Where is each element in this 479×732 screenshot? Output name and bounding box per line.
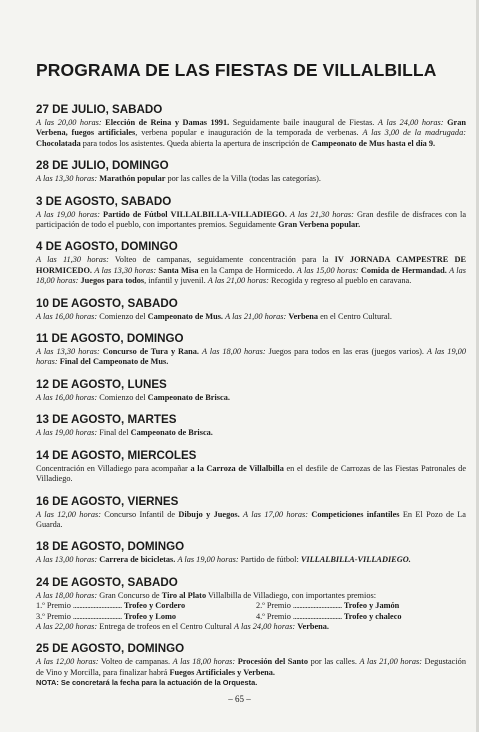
prize-leader-dots: ...............................	[292, 611, 342, 621]
day-date: 25 DE AGOSTO, DOMINGO	[36, 642, 185, 656]
day-entry	[36, 449, 466, 485]
day-description	[36, 591, 466, 601]
prize-reward: Trofeo y chaleco	[343, 611, 402, 621]
event-highlight: Campeonato de Mus.	[147, 311, 224, 321]
event-text: por las calles de la Villa (todas las categorías).	[165, 174, 321, 184]
event-text: Juegos para todos en las eras (juegos varios).	[265, 347, 427, 357]
day-entry-aug24	[36, 576, 466, 633]
day-date: 12 DE AGOSTO, LUNES	[36, 377, 167, 391]
time-label: A las 18,00 horas:	[172, 657, 236, 667]
event-highlight: Procesión del Santo	[237, 657, 309, 667]
time-label: A las 24,00 horas:	[377, 118, 444, 127]
event-text: Concentración en Villadiego para acompañar	[36, 463, 191, 473]
page-number: – 65 –	[228, 694, 251, 704]
event-highlight: Carrera de bicicletas.	[99, 555, 176, 565]
time-label: A las 24,00 horas:	[234, 621, 296, 631]
event-text: Concurso Infantil de	[100, 509, 179, 519]
day-description	[36, 210, 466, 231]
time-label: A las 21,00 horas:	[359, 657, 422, 667]
time-label: A las 3,00 de la madrugada:	[362, 128, 466, 138]
prize-item	[256, 601, 466, 611]
prize-item	[256, 612, 466, 622]
event-text: Volteo de campanas, seguidamente concentración para la	[108, 255, 335, 265]
event-text: Final del	[97, 428, 131, 438]
time-label: A las 19,00 horas:	[177, 555, 239, 565]
event-highlight: Tiro al Plato	[161, 590, 207, 600]
event-text: Gran desfile de disfraces con la participación de todo el pueblo, con importantes premios. Seguidamente	[36, 209, 467, 230]
time-label: A las 13,30 horas:	[36, 347, 100, 357]
time-label: A las 19,00 horas:	[36, 347, 466, 367]
event-text: Entrega de trofeos en el Centro Cultural	[97, 621, 235, 631]
event-highlight: Competiciones infantiles	[311, 509, 400, 519]
day-date: 18 DE AGOSTO, DOMINGO	[36, 540, 185, 554]
event-text: Seguidamente baile inaugural de Fiestas.	[229, 118, 378, 127]
day-date: 24 DE AGOSTO, SABADO	[36, 575, 178, 589]
event-highlight: Campeonato de Brisca.	[147, 392, 230, 402]
event-text: Gran Concurso de	[97, 590, 162, 600]
day-date: 16 DE AGOSTO, VIERNES	[36, 494, 179, 508]
event-highlight: Chocolatada	[36, 138, 81, 148]
day-description	[36, 393, 466, 403]
event-highlight: Elección de Reina y Damas 1991.	[105, 118, 230, 127]
day-date: 27 DE JULIO, SABADO	[36, 103, 163, 116]
prize-reward: Trofeo y Jamón	[343, 601, 400, 611]
event-highlight: Marathón popular	[99, 174, 166, 184]
event-text: por las calles.	[308, 657, 360, 667]
event-highlight: Gran Verbena popular.	[278, 220, 361, 230]
program-page	[36, 60, 466, 698]
day-entry	[36, 495, 466, 531]
event-highlight: IV JORNADA CAMPESTRE DE HORMICEDO.	[36, 255, 466, 275]
prize-place: 3.º Premio	[36, 611, 71, 621]
prize-item	[36, 612, 246, 622]
event-highlight: VILLALBILLA-VILLADIEGO.	[300, 555, 411, 565]
day-description	[36, 255, 466, 286]
day-entry	[36, 332, 466, 368]
event-highlight: Fuegos Artificiales y Verbena.	[169, 667, 275, 677]
day-description	[36, 347, 466, 368]
event-text: en la Campa de Hormicedo.	[198, 265, 297, 275]
event-text: para todos los asistentes. Queda abierta la apertura de inscripción de	[80, 138, 312, 148]
event-text: , verbena popular e inauguración de la temporada de verbenas.	[135, 128, 363, 138]
day-entry	[36, 297, 466, 322]
event-text: en el desfile de Carrozas de las Fiestas Patronales de Villadiego.	[36, 463, 467, 484]
day-date: 10 DE AGOSTO, SABADO	[36, 296, 178, 310]
time-label: A las 18,00 horas:	[201, 347, 266, 357]
time-label: A las 13,30 horas:	[94, 265, 157, 275]
prize-reward: Trofeo y Cordero	[123, 601, 186, 611]
time-label: A las 21,00 horas:	[207, 276, 269, 286]
time-label: A las 19,00 horas:	[36, 209, 100, 219]
time-label: A las 12,00 horas:	[36, 509, 101, 519]
day-entry	[36, 240, 466, 286]
day-entry	[36, 195, 466, 231]
event-text: Partido de fútbol:	[238, 555, 301, 565]
event-text: En El Pozo de La Guarda.	[36, 509, 466, 529]
prize-leader-dots: ...............................	[72, 601, 122, 611]
event-highlight: Juegos para todos	[80, 276, 145, 286]
event-highlight: Concurso de Tura y Rana.	[102, 347, 199, 357]
day-description-end	[36, 622, 466, 632]
time-label: A las 15,00 horas:	[296, 265, 359, 275]
day-description	[36, 118, 466, 149]
time-label: A las 21,00 horas:	[225, 311, 287, 321]
day-entry	[36, 159, 466, 184]
day-date: 4 DE AGOSTO, DOMINGO	[36, 240, 178, 254]
day-entry	[36, 540, 466, 565]
day-entry-aug25	[36, 642, 466, 688]
day-entry	[36, 413, 466, 438]
prize-leader-dots: ...............................	[72, 611, 122, 621]
event-highlight: Campeonato de Brisca.	[130, 428, 213, 438]
day-description	[36, 428, 466, 438]
prize-leader-dots: ...............................	[292, 601, 342, 611]
day-description	[36, 510, 466, 531]
prize-place: 4.º Premio	[256, 611, 291, 621]
time-label: A las 16,00 horas:	[36, 311, 98, 321]
time-label: A las 20,00 horas:	[36, 118, 102, 127]
time-label: A las 13,00 horas:	[36, 555, 98, 565]
event-highlight: Campeonato de Mus hasta el día 9.	[311, 138, 436, 148]
time-label: A las 13,30 horas:	[36, 174, 98, 184]
day-description	[36, 464, 466, 485]
event-text: Comienzo del	[97, 311, 148, 321]
day-description	[36, 555, 466, 565]
event-highlight: Final del Campeonato de Mus.	[59, 357, 169, 367]
prize-reward: Trofeo y Lomo	[123, 611, 177, 621]
event-text: Villalbilla de Villadiego, con importantes premios:	[206, 590, 376, 600]
event-highlight: a la Carroza de Villalbilla	[190, 463, 284, 473]
page-title: PROGRAMA DE LAS FIESTAS DE VILLALBILLA	[36, 60, 437, 80]
event-text: Degustación de Vino y Morcilla, para finalizar habrá	[36, 657, 466, 677]
note-text: NOTA: Se concretará la fecha para la actuación de la Orquesta.	[36, 678, 258, 688]
prize-item	[36, 601, 246, 611]
prize-place: 2.º Premio	[256, 601, 291, 611]
time-label: A las 18,00 horas:	[36, 590, 98, 600]
day-description	[36, 312, 466, 322]
day-date: 14 DE AGOSTO, MIERCOLES	[36, 448, 197, 462]
event-highlight: Dibujo y Juegos.	[178, 509, 240, 519]
event-text: Comienzo del	[97, 392, 148, 402]
event-text: en el Centro Cultural.	[318, 311, 392, 321]
time-label: A las 22,00 horas:	[36, 621, 98, 631]
event-text: Volteo de campanas.	[98, 657, 173, 667]
day-date: 3 DE AGOSTO, SABADO	[36, 194, 172, 208]
day-description	[36, 657, 466, 678]
day-description	[36, 174, 466, 184]
time-label: A las 19,00 horas:	[36, 428, 98, 438]
prize-list	[36, 601, 466, 622]
day-entry	[36, 103, 466, 149]
time-label: A las 18,00 horas:	[36, 265, 466, 286]
day-date: 28 DE JULIO, DOMINGO	[36, 159, 169, 173]
day-entry	[36, 378, 466, 403]
day-date: 13 DE AGOSTO, MARTES	[36, 413, 177, 427]
event-text: , infantil y juvenil.	[144, 276, 208, 286]
event-highlight: Gran Verbena, fuegos artificiales	[36, 118, 466, 138]
event-highlight: Verbena	[288, 311, 318, 321]
schedule-list	[36, 103, 466, 566]
event-text: Recogida y regreso al pueblo en caravana.	[268, 276, 412, 286]
time-label: A las 21,30 horas:	[289, 209, 354, 219]
day-date: 11 DE AGOSTO, DOMINGO	[36, 332, 184, 346]
prize-place: 1.º Premio	[36, 601, 71, 611]
event-highlight: Partido de Fútbol VILLALBILLA-VILLADIEGO.	[103, 209, 287, 219]
time-label: A las 17,00 horas:	[243, 509, 309, 519]
event-highlight: Comida de Hermandad.	[360, 265, 447, 275]
time-label: A las 12,00 horas:	[36, 657, 99, 667]
event-highlight: Verbena.	[297, 621, 330, 631]
time-label: A las 16,00 horas:	[36, 392, 98, 402]
time-label: A las 11,30 horas:	[36, 255, 109, 265]
event-highlight: Santa Misa	[158, 265, 199, 275]
